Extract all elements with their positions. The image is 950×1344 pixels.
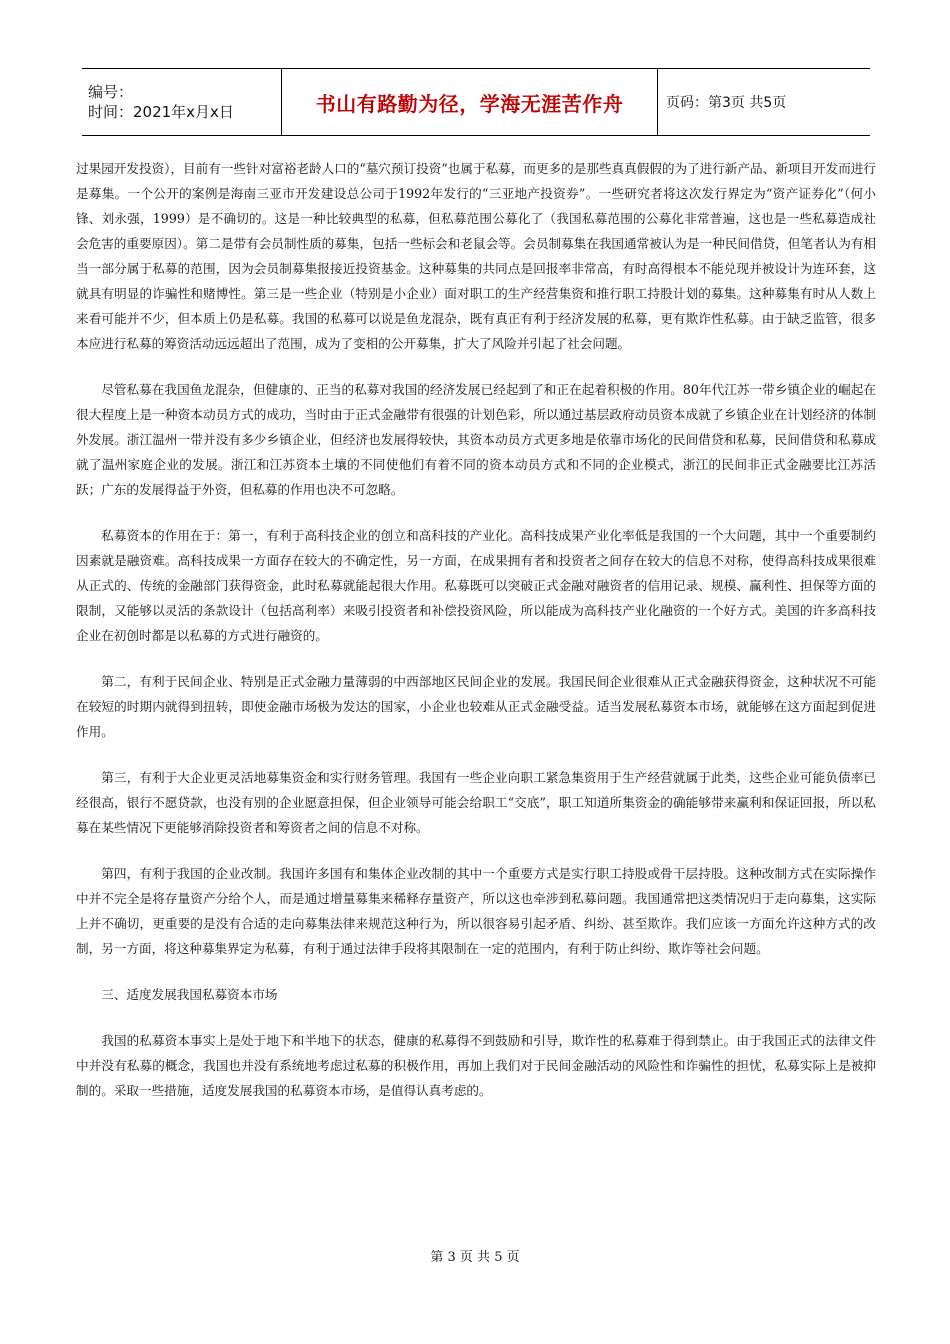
document-header [82, 68, 870, 136]
paragraph: 第三，有利于大企业更灵活地募集资金和实行财务管理。我国有一些企业向职工紧急集资用于生产经营就属于此类，这些企业可能负债率已经很高，银行不愿贷款，也没有别的企业愿意担保，但企业领导可能会给职工“交底”，职工知道所集资金的确能够带来赢利和保证回报，所以私募在某些情况下更能够消除投资者和筹资者之间的信息不对称。 [76, 770, 876, 835]
document-body [76, 156, 876, 1124]
page-footer: 第 3 页 共 5 页 [430, 1250, 520, 1265]
header-page-cell [658, 69, 870, 135]
header-motto: 书山有路勤为径，学海无涯苦作舟 [315, 91, 624, 116]
document-number: 编号： [88, 83, 134, 101]
document-date: 时间：2021年x月x日 [88, 103, 234, 121]
section-heading: 三、适度发展我国私募资本市场 [101, 987, 278, 1002]
paragraph: 我国的私募资本事实上是处于地下和半地下的状态，健康的私募得不到鼓励和引导，欺诈性的私募难于得到禁止。由于我国正式的法律文件中并没有私募的概念，我国也并没有系统地考虑过私募的积极作用，再加上我们对于民间金融活动的风险性和诈骗性的担忧，私募实际上是被抑制的。采取一些措施，适度发展我国的私募资本市场，是值得认真考虑的。 [76, 1033, 876, 1098]
paragraph: 第四，有利于我国的企业改制。我国许多国有和集体企业改制的其中一个重要方式是实行职工持股或骨干层持股。这种改制方式在实际操作中并不完全是将存量资产分给个人，而是通过增量募集来稀释存量资产，所以这也牵涉到私募问题。我国通常把这类情况归于走向募集，这实际上并不确切，更重要的是没有合适的走向募集法律来规范这种行为，所以很容易引起矛盾、纠纷、甚至欺诈。我们应该一方面允许这种方式的改制，另一方面，将这种募集界定为私募，有利于通过法律手段将其限制在一定的范围内，有利于防止纠纷、欺诈等社会问题。 [76, 866, 876, 956]
header-page-number: 页码：第3页 共5页 [666, 95, 787, 111]
header-motto-cell [282, 69, 658, 135]
header-meta [82, 69, 282, 135]
paragraph: 尽管私募在我国鱼龙混杂，但健康的、正当的私募对我国的经济发展已经起到了和正在起着积极的作用。80年代江苏一带乡镇企业的崛起在很大程度上是一种资本动员方式的成功，当时由于正式金融带有很强的计划色彩，所以通过基层政府动员资本成就了乡镇企业在计划经济的体制外发展。浙江温州一带并没有多少乡镇企业，但经济也发展得较快，其资本动员方式更多地是依靠市场化的民间借贷和私募，民间借贷和私募成就了温州家庭企业的发展。浙江和江苏资本土壤的不同使他们有着不同的资本动员方式和不同的企业模式，浙江的民间非正式金融要比江苏活跃；广东的发展得益于外资，但私募的作用也决不可忽略。 [76, 382, 876, 497]
paragraph: 私募资本的作用在于：第一，有利于高科技企业的创立和高科技的产业化。高科技成果产业化率低是我国的一个大问题，其中一个重要制约因素就是融资难。高科技成果一方面存在较大的不确定性，另一方面，在成果拥有者和投资者之间存在较大的信息不对称，使得高科技成果很难从正式的、传统的金融部门获得资金，此时私募就能起很大作用。私募既可以突破正式金融对融资者的信用记录、规模、赢利性、担保等方面的限制，又能够以灵活的条款设计（包括高利率）来吸引投资者和补偿投资风险，所以能成为高科技产业化融资的一个好方式。美国的许多高科技企业在初创时都是以私募的方式进行融资的。 [76, 528, 876, 643]
paragraph: 过果园开发投资），目前有一些针对富裕老龄人口的“墓穴预订投资”也属于私募，而更多的是那些真真假假的为了进行新产品、新项目开发而进行是募集。一个公开的案例是海南三亚市开发建设总公司于1992年发行的“三亚地产投资券”。一些研究者将这次发行界定为“资产证券化”（何小锋、刘永强，1999）是不确切的。这是一种比较典型的私募，但私募范围公募化了（我国私募范围的公募化非常普遍，这也是一些私募造成社会危害的重要原因）。第二是带有会员制性质的募集，包括一些标会和老鼠会等。会员制募集在我国通常被认为是一种民间借贷，但笔者认为有相当一部分属于私募的范围，因为会员制募集报接近投资基金。这种募集的共同点是回报率非常高，有时高得根本不能兑现并被设计为连环套，这就具有明显的诈骗性和赌博性。第三是一些企业（特别是小企业）面对职工的生产经营集资和推行职工持股计划的募集。这种募集有时从人数上来看可能并不少，但本质上仍是私募。我国的私募可以说是鱼龙混杂，既有真正有利于经济发展的私募，更有欺诈性私募。由于缺乏监管，很多本应进行私募的筹资活动远远超出了范围，成为了变相的公开募集，扩大了风险并引起了社会问题。 [76, 161, 876, 351]
paragraph: 第二，有利于民间企业、特别是正式金融力量薄弱的中西部地区民间企业的发展。我国民间企业很难从正式金融获得资金，这种状况不可能在较短的时期内就得到扭转，即使金融市场极为发达的国家，小企业也较难从正式金融受益。适当发展私募资本市场，就能够在这方面起到促进作用。 [76, 674, 876, 739]
